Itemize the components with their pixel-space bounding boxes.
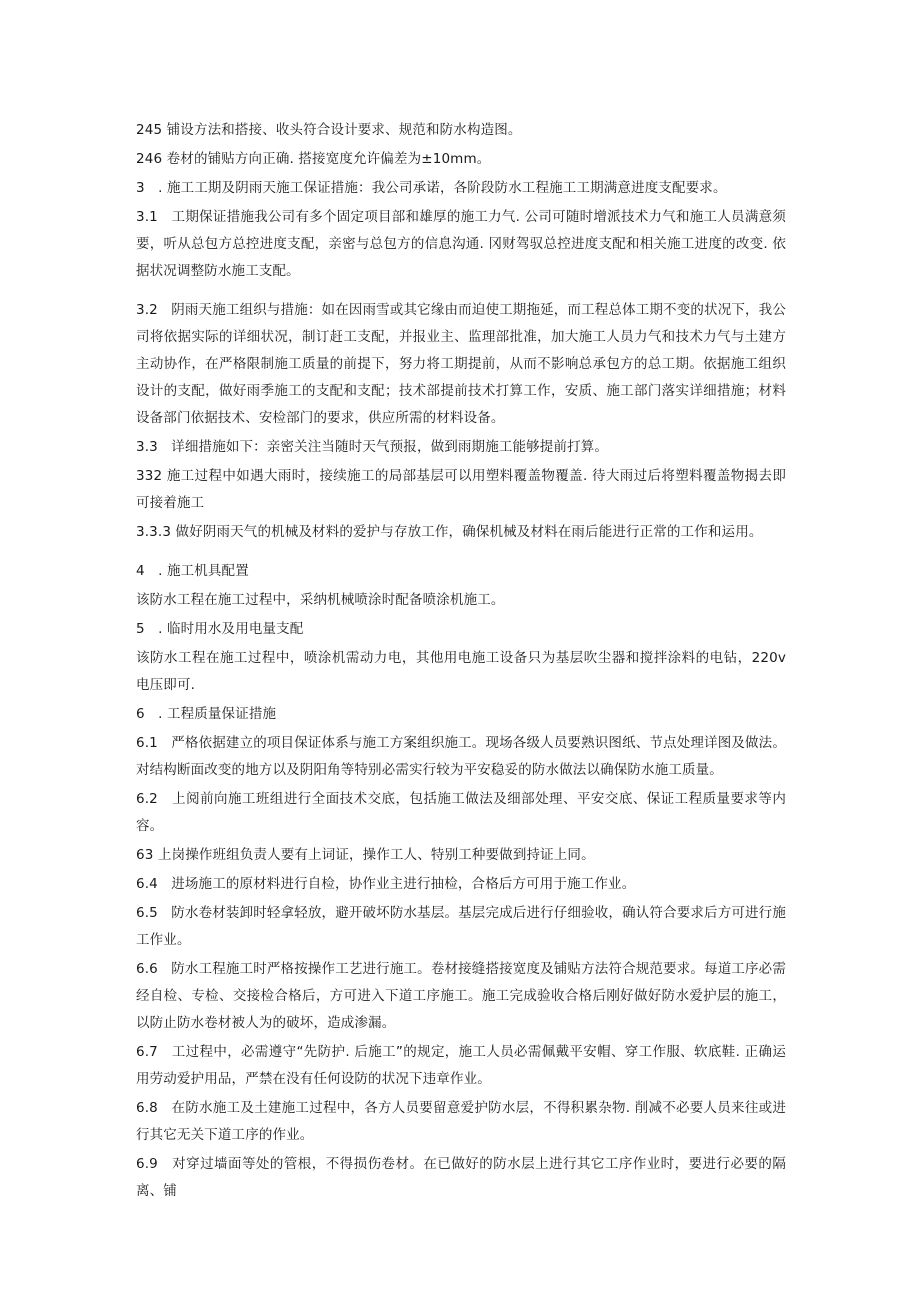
paragraph-2-4-6: 246 卷材的铺贴方向正确. 搭接宽度允许偏差为±10mm。 xyxy=(136,151,491,167)
section-5-heading: 5 . 临时用水及用电量支配 xyxy=(136,621,304,637)
paragraph-5-body: 该防水工程在施工过程中，喷涂机需动力电，其他用电施工设备只为基层吹尘器和搅拌涂料的电钻，220v 电压即可. xyxy=(136,650,786,693)
paragraph-2-4-5: 245 铺设方法和搭接、收头符合设计要求、规范和防水构造图。 xyxy=(136,122,522,138)
paragraph-3-3: 3.3 详细措施如下：亲密关注当随时天气预报，做到雨期施工能够提前打算。 xyxy=(136,439,609,455)
paragraph-4-body: 该防水工程在施工过程中，采纳机械喷涂时配备喷涂机施工。 xyxy=(136,592,505,608)
paragraph-6-7: 6.7 工过程中，必需遵守“先防护. 后施工”的规定，施工人员必需佩戴平安帽、穿工作服、软底鞋. 正确运用劳动爱护用品，严禁在没有任何设防的状况下违章作业。 xyxy=(136,1044,786,1087)
paragraph-6-2: 6.2 上阅前向施工班组进行全面技术交底，包括施工做法及细部处理、平安交底、保证工程质量要求等内容。 xyxy=(136,791,786,834)
paragraph-3-3-3: 3.3.3 做好阴雨天气的机械及材料的爱护与存放工作，确保机械及材料在雨后能进行正常的工作和运用。 xyxy=(136,524,763,540)
paragraph-6-9: 6.9 对穿过墙面等处的管根，不得损伤卷材。在已做好的防水层上进行其它工序作业时，要进行必要的隔离、铺 xyxy=(136,1156,786,1199)
section-4-heading: 4 . 施工机具配置 xyxy=(136,563,249,579)
paragraph-3-1: 3.1 工期保证措施我公司有多个固定项目部和雄厚的施工力气. 公司可随时增派技术力气和施工人员满意须要，听从总包方总控进度支配，亲密与总包方的信息沟通. 冈财驾驭总控进度支配和相关施工进度的改变. 依据状况调整防水施工支配。 xyxy=(136,209,786,279)
document-page xyxy=(136,117,786,1205)
paragraph-6-5: 6.5 防水卷材装卸时轻拿轻放，避开破坏防水基层。基层完成后进行仔细验收，确认符合要求后方可进行施工作业。 xyxy=(136,905,786,948)
paragraph-3-2: 3.2 阴雨天施工组织与措施：如在因雨雪或其它缘由而迫使工期拖延，而工程总体工期不变的状况下，我公司将依据实际的详细状况，制订赶工支配，并报业主、监理部批准，加大施工人员力气和技术力气与土建方主动协作，在严格限制施工质量的前提下，努力将工期提前，从而不影响总承包方的总工期。依据施工组织设计的支配，做好雨季施工的支配和支配；技术部提前技术打算工作，安质、施工部门落实详细措施；材料设备部门依据技术、安检部门的要求，供应所需的材料设备。 xyxy=(136,302,786,426)
paragraph-6-1: 6.1 严格依据建立的项目保证体系与施工方案组织施工。现场各级人员要熟识图纸、节点处理详图及做法。对结构断面改变的地方以及阴阳角等特别必需实行较为平安稳妥的防水做法以确保防水施工质量。 xyxy=(136,735,786,778)
paragraph-6-6: 6.6 防水工程施工时严格按操作工艺进行施工。卷材接缝搭接宽度及铺贴方法符合规范要求。每道工序必需经自检、专检、交接检合格后，方可进入下道工序施工。施工完成验收合格后刚好做好防水爱护层的施工，以防止防水卷材被人为的破坏，造成渗漏。 xyxy=(136,961,786,1031)
paragraph-6-8: 6.8 在防水施工及土建施工过程中，各方人员要留意爱护防水层，不得积累杂物. 削减不必要人员来往或进行其它无关下道工序的作业。 xyxy=(136,1100,786,1143)
paragraph-3-3-2: 332 施工过程中如遇大雨时，接续施工的局部基层可以用塑料覆盖物覆盖. 待大雨过后将塑料覆盖物揭去即可接着施工 xyxy=(136,468,786,511)
section-6-heading: 6 . 工程质量保证措施 xyxy=(136,706,277,722)
paragraph-6-3: 63 上岗操作班组负责人要有上词证，操作工人、特别工种要做到持证上同。 xyxy=(136,847,595,863)
paragraph-6-4: 6.4 进场施工的原材料进行自检，协作业主进行抽检，合格后方可用于施工作业。 xyxy=(136,876,636,892)
section-3-heading: 3 . 施工工期及阴雨天施工保证措施：我公司承诺，各阶段防水工程施工工期满意进度支配要求。 xyxy=(136,180,727,196)
